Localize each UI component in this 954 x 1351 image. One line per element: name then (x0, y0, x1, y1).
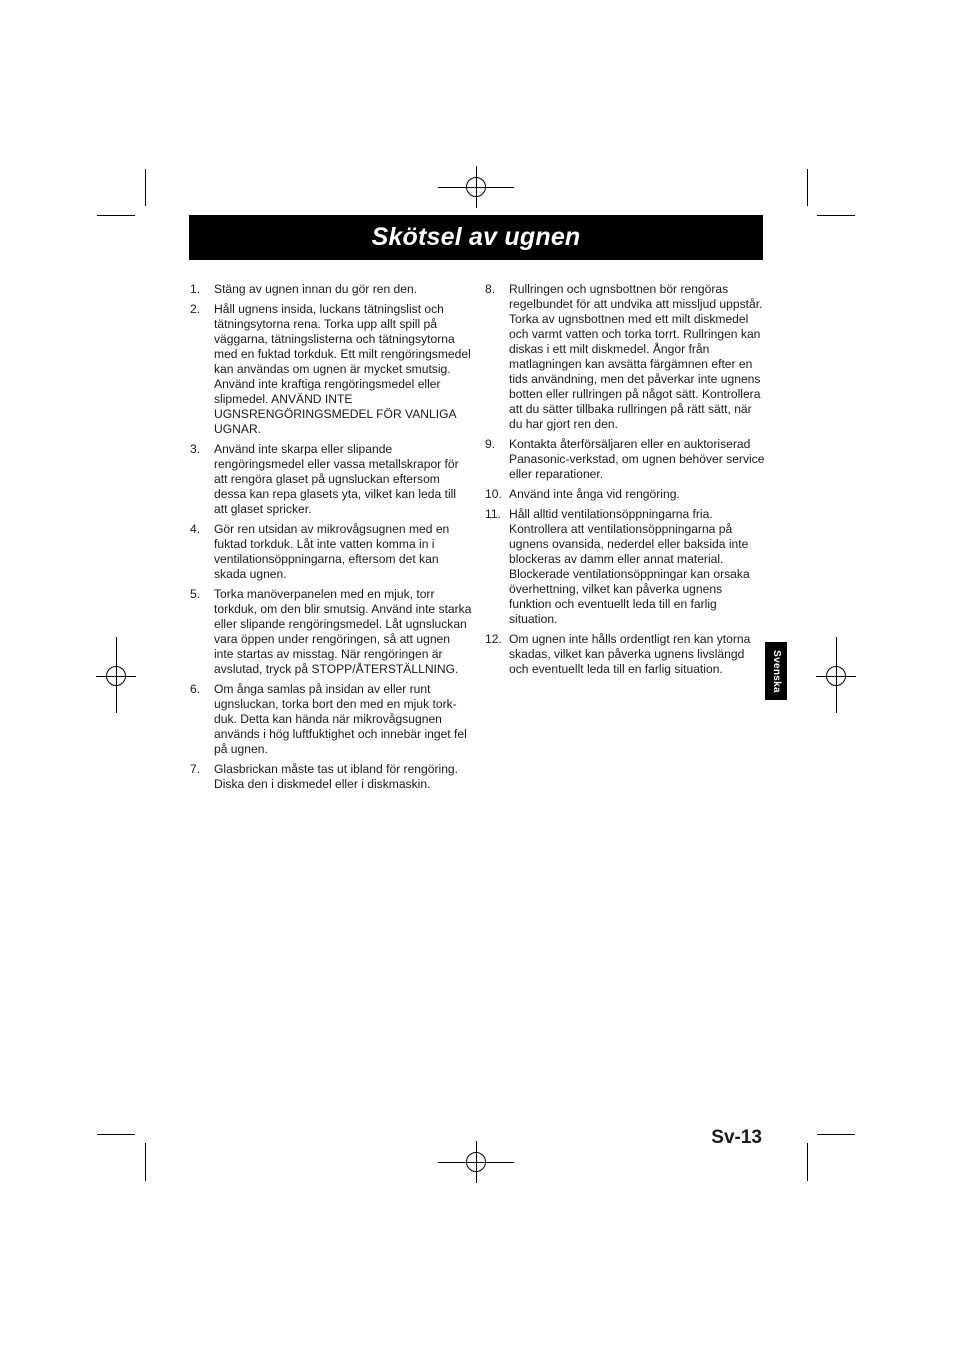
crop-mark (97, 1134, 135, 1135)
item-text: Stäng av ugnen innan du gör ren den. (214, 282, 418, 296)
crop-mark (145, 169, 146, 206)
registration-mark-circle (106, 666, 126, 686)
item-number: 7. (190, 762, 201, 776)
language-tab-label: Svenska (770, 649, 782, 693)
item-number: 10. (485, 487, 502, 501)
item-text: Rullringen och ugnsbottnen bör rengöras regelbundet för att undvika att missljud uppstår. Torka av ugnsbottnen med ett milt diskmedel och varmt vatten och torka torrt. Rullringen kan diskas i ett milt diskmedel. Ångor från matlagningen kan avsätta färgämnen efter en tids användning, men det påverkar inte ugnens botten eller rullringen på något sätt. Kontrollera att du sätter tillbaka rullringen på rätt sätt, när du har gjort ren den. (509, 282, 763, 431)
list-item (190, 282, 472, 297)
list-item (485, 437, 767, 482)
item-number: 11. (485, 507, 501, 521)
list-item (190, 587, 472, 677)
page-number: Sv-13 (711, 1127, 762, 1148)
registration-mark-circle (466, 177, 486, 197)
item-number: 9. (485, 437, 496, 451)
item-number: 8. (485, 282, 496, 296)
item-text: Gör ren utsidan av mikrovågsugnen med en fuktad torkduk. Låt inte vatten komma in i ventilationsöppningarna, eftersom det kan skada ugnen. (214, 522, 450, 581)
crop-mark (807, 169, 808, 206)
list-item (485, 632, 767, 677)
instructions-column-right (485, 282, 767, 682)
item-text: Håll alltid ventilationsöppningarna fria. Kontrollera att ventilationsöppningarna på ugnens ovansida, nederdel eller baksida inte blockeras av damm eller annat material. Blockerade ventilationsöppningar kan orsaka överhettning, vilket kan påverka ugnens funktion och eventuellt leda till en farlig situation. (509, 507, 750, 626)
title-bar (189, 215, 763, 260)
item-number: 2. (190, 302, 201, 316)
item-text: Använd inte skarpa eller slipande rengöringsmedel eller vassa metallskrapor för att rengöra glaset på ugnsluckan eftersom dessa kan repa glasets yta, vilket kan leda till att glaset spricker. (214, 442, 459, 516)
registration-mark-circle (826, 666, 846, 686)
item-number: 5. (190, 587, 201, 601)
item-text: Torka manöverpanelen med en mjuk, torr torkduk, om den blir smutsig. Använd inte starka eller slipande rengöringsmedel. Låt ugnsluckan vara öppen under rengöringen, så att ugnen inte startas av misstag. När rengöringen är avslutad, tryck på STOPP/ÅTERSTÄLLNING. (214, 587, 472, 676)
crop-mark (807, 1143, 808, 1181)
item-number: 4. (190, 522, 201, 536)
item-number: 12. (485, 632, 502, 646)
list-item (485, 282, 767, 432)
item-text: Glasbrickan måste tas ut ibland för rengöring. Diska den i diskmedel eller i diskmaskin. (214, 762, 459, 791)
item-text: Om ånga samlas på insidan av eller runt ugnsluckan, torka bort den med en mjuk tork-duk. Detta kan hända när mikrovågsugnen används i hög luftfuktighet och innebär inget fel på ugnen. (214, 682, 467, 756)
item-text: Kontakta återförsäljaren eller en auktoriserad Panasonic-verkstad, om ugnen behöver service eller reparationer. (509, 437, 765, 481)
item-number: 1. (190, 282, 201, 296)
item-text: Använd inte ånga vid rengöring. (509, 487, 680, 501)
crop-mark (817, 215, 855, 216)
list-item (190, 762, 472, 792)
language-tab (765, 642, 787, 700)
list-item (190, 442, 472, 517)
item-text: Om ugnen inte hålls ordentligt ren kan ytorna skadas, vilket kan påverka ugnens livslängd och eventuellt leda till en farlig situation. (509, 632, 751, 676)
crop-mark (817, 1134, 855, 1135)
instructions-column-left (190, 282, 472, 797)
list-item (190, 302, 472, 437)
list-item (190, 522, 472, 582)
list-item (485, 487, 767, 502)
crop-mark (145, 1143, 146, 1181)
item-number: 6. (190, 682, 201, 696)
list-item (190, 682, 472, 757)
crop-mark (97, 215, 135, 216)
list-item (485, 507, 767, 627)
item-text: Håll ugnens insida, luckans tätningslist och tätningsytorna rena. Torka upp allt spill på väggarna, tätningslisterna och tätningsytorna med en fuktad torkduk. Ett milt rengöringsmedel kan användas om ugnen är mycket smutsig. Använd inte kraftiga rengöringsmedel eller slipmedel. ANVÄND INTE UGNSRENGÖRINGSMEDEL FÖR VANLIGA UGNAR. (214, 302, 471, 436)
item-number: 3. (190, 442, 201, 456)
registration-mark-circle (466, 1152, 486, 1172)
page-title: Skötsel av ugnen (371, 223, 581, 251)
